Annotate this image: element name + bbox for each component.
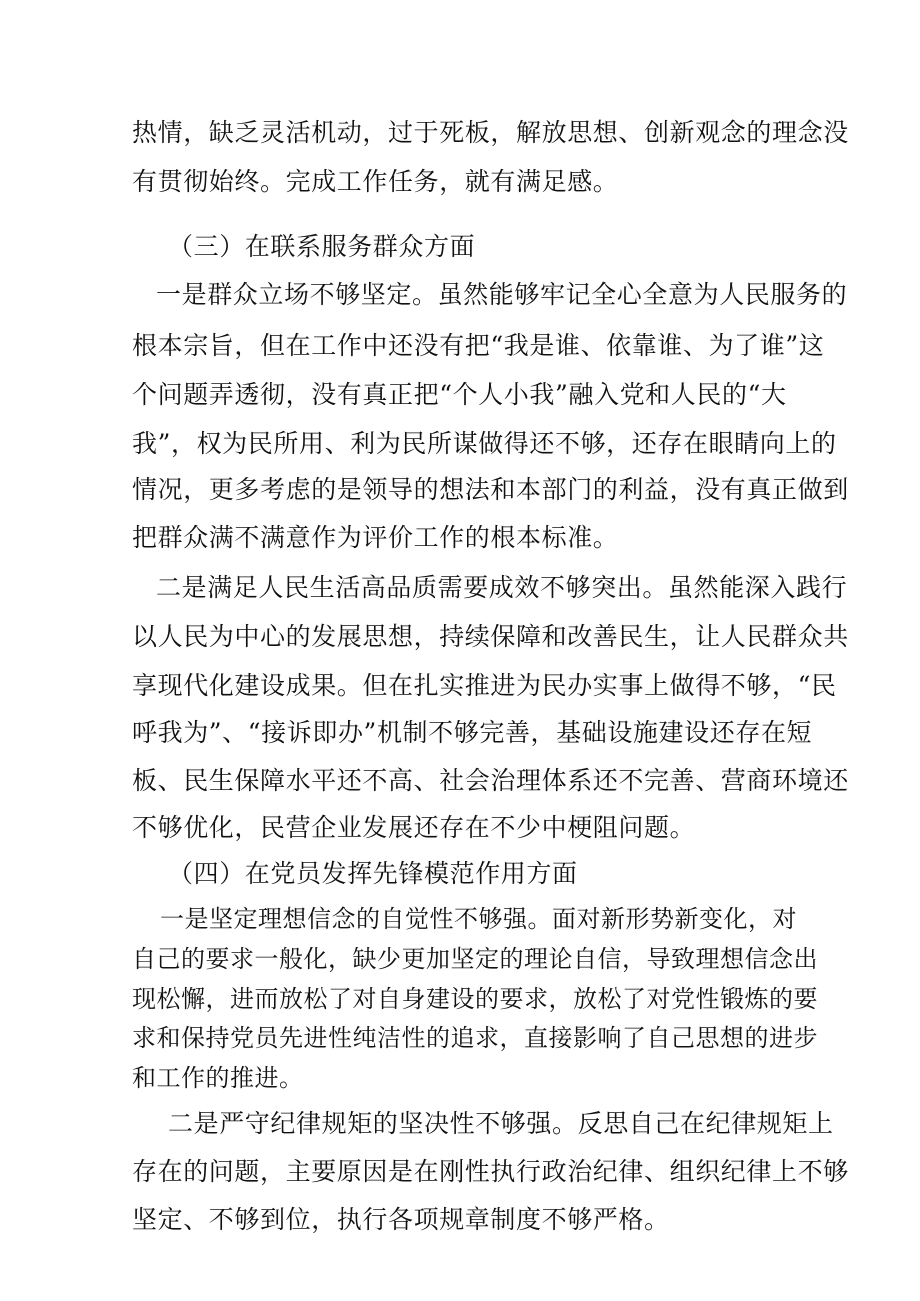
paragraph-start-line: 二是严守纪律规矩的坚决性不够强。反思自己在纪律规矩上 xyxy=(168,1109,834,1138)
body-text-line: 现松懈，进而放松了对自身建设的要求，放松了对党性锻炼的要 xyxy=(132,985,818,1013)
paragraph-start-line: 二是满足人民生活高品质需要成效不够突出。虽然能深入践行 xyxy=(156,573,848,602)
body-text-line: 存在的问题，主要原因是在刚性执行政治纪律、组织纪律上不够 xyxy=(132,1157,849,1186)
body-text-line: 自己的要求一般化，缺少更加坚定的理论自信，导致理想信念出 xyxy=(132,945,818,973)
body-text-line: 不够优化，民营企业发展还存在不少中梗阻问题。 xyxy=(132,813,696,842)
body-text-line: 求和保持党员先进性纯洁性的追求，直接影响了自己思想的进步 xyxy=(132,1024,818,1052)
paragraph-start-line: 一是坚定理想信念的自觉性不够强。面对新形势新变化，对 xyxy=(160,905,797,933)
body-text-line: 享现代化建设成果。但在扎实推进为民办实事上做得不够，“民 xyxy=(132,671,837,700)
body-text-line: 个问题弄透彻，没有真正把“个人小我”融入党和人民的“大 xyxy=(132,380,787,409)
body-text-line: 热情，缺乏灵活机动，过于死板，解放思想、创新观念的理念没 xyxy=(132,118,849,147)
body-text-line: 把群众满不满意作为评价工作的根本标准。 xyxy=(132,523,619,552)
body-text-line: 坚定、不够到位，执行各项规章制度不够严格。 xyxy=(132,1205,670,1234)
paragraph-start-line: 一是群众立场不够坚定。虽然能够牢记全心全意为人民服务的 xyxy=(156,280,848,309)
body-text-line: 呼我为”、“接诉即办”机制不够完善，基础设施建设还存在短 xyxy=(132,718,813,747)
body-text-line: 板、民生保障水平还不高、社会治理体系还不完善、营商环境还 xyxy=(132,766,849,795)
body-text-line: 我”，权为民所用、利为民所谋做得还不够，还存在眼睛向上的 xyxy=(132,429,837,458)
body-text-line: 和工作的推进。 xyxy=(132,1064,304,1092)
section-heading: （三）在联系服务群众方面 xyxy=(168,232,476,261)
body-text-line: 根本宗旨，但在工作中还没有把“我是谁、依靠谁、为了谁”这 xyxy=(132,331,825,360)
body-text-line: 以人民为中心的发展思想，持续保障和改善民生，让人民群众共 xyxy=(132,622,849,651)
section-heading: （四）在党员发挥先锋模范作用方面 xyxy=(168,859,578,888)
body-text-line: 情况，更多考虑的是领导的想法和本部门的利益，没有真正做到 xyxy=(132,475,849,504)
body-text-line: 有贯彻始终。完成工作任务，就有满足感。 xyxy=(132,167,619,196)
